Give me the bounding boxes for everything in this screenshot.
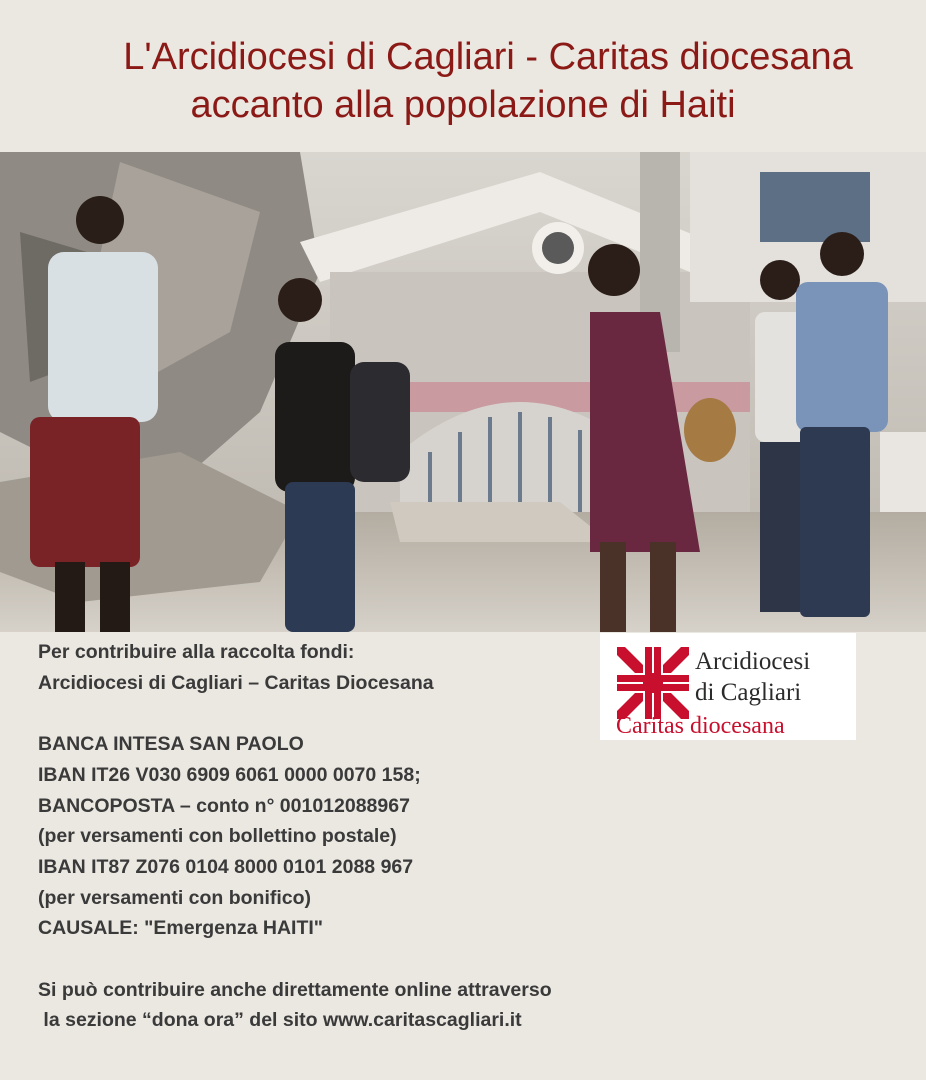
causale: CAUSALE: "Emergenza HAITI" [38, 917, 324, 940]
bancoposta-note: (per versamenti con bollettino postale) [38, 825, 397, 848]
bancoposta-iban: IBAN IT87 Z076 0104 8000 0101 2088 967 [38, 855, 414, 878]
bancoposta-account: BANCOPOSTA – conto n° 001012088967 [38, 794, 410, 817]
intro-line-1: Per contribuire alla raccolta fondi: [38, 641, 355, 663]
intro-line-2: Arcidiocesi di Cagliari – Caritas Diocesana [38, 671, 434, 694]
bank-name: BANCA INTESA SAN PAOLO [38, 733, 304, 756]
caritas-cross-icon [617, 647, 689, 719]
title-line-2: accanto alla popolazione di Haiti [190, 84, 736, 127]
spacer [38, 944, 738, 975]
logo-text-caritas: Caritas diocesana [616, 713, 785, 739]
earthquake-photo [0, 152, 926, 632]
caritas-logo [600, 633, 856, 740]
bank-iban: IBAN IT26 V030 6909 6061 0000 0070 158; [38, 763, 421, 786]
online-line-2: la sezione “dona ora” del sito www.caritascagliari.it [38, 1009, 522, 1032]
page-title [0, 33, 926, 129]
online-line-1: Si può contribuire anche direttamente online attraverso [38, 978, 552, 1001]
bancoposta-iban-note: (per versamenti con bonifico) [38, 886, 312, 909]
title-line-1: L'Arcidiocesi di Cagliari - Caritas diocesana [123, 36, 853, 79]
logo-text-cagliari: di Cagliari [695, 679, 802, 706]
logo-text-arcidiocesi: Arcidiocesi [695, 648, 811, 675]
